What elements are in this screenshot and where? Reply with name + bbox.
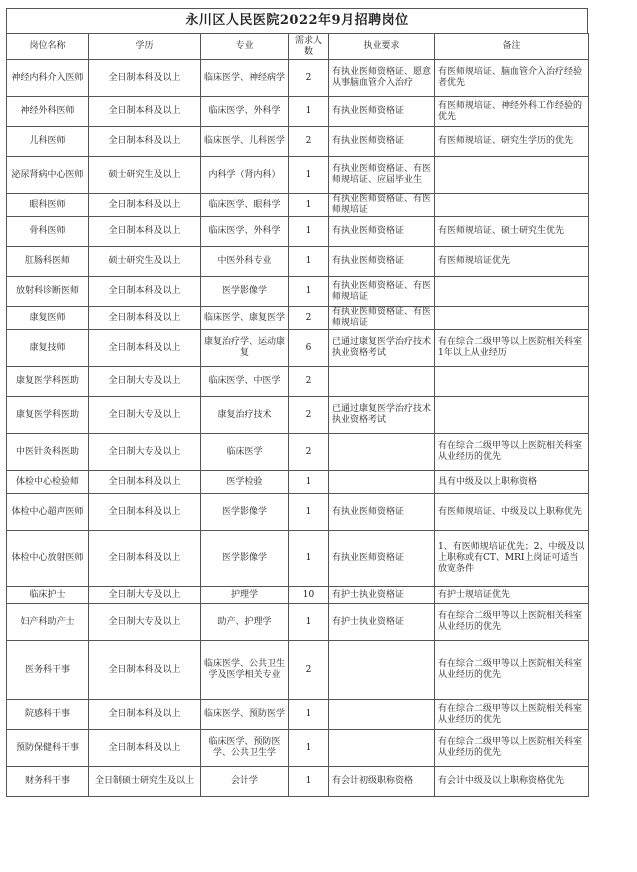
cell-notes	[435, 157, 589, 194]
header-requirements: 执业要求	[329, 34, 435, 60]
cell-major: 临床医学、外科学	[201, 217, 289, 247]
cell-education: 全日制本科及以上	[89, 277, 201, 307]
cell-education: 全日制大专及以上	[89, 367, 201, 397]
cell-headcount: 1	[289, 277, 329, 307]
cell-post: 康复医学科医助	[7, 367, 89, 397]
table-row	[7, 247, 589, 277]
table-row	[7, 157, 589, 194]
cell-major: 中医外科专业	[201, 247, 289, 277]
table-row	[7, 397, 589, 434]
cell-post: 康复技师	[7, 330, 89, 367]
table-row	[7, 471, 589, 494]
cell-education: 全日制本科及以上	[89, 330, 201, 367]
table-row	[7, 587, 589, 604]
cell-notes: 有在综合二级甲等以上医院相关科室从业经历的优先	[435, 641, 589, 700]
cell-notes: 有在综合二级甲等以上医院相关科室1年以上从业经历	[435, 330, 589, 367]
cell-headcount: 2	[289, 60, 329, 97]
cell-major: 康复治疗学、运动康复	[201, 330, 289, 367]
cell-notes: 有医师规培证、硕士研究生优先	[435, 217, 589, 247]
header-headcount: 需求人数	[289, 34, 329, 60]
cell-headcount: 1	[289, 194, 329, 217]
cell-major: 临床医学、公共卫生学及医学相关专业	[201, 641, 289, 700]
cell-requirements	[329, 641, 435, 700]
table-row	[7, 641, 589, 700]
table-row	[7, 127, 589, 157]
cell-requirements: 有执业医师资格证、有医师规培证	[329, 307, 435, 330]
table-header-row	[7, 34, 589, 60]
cell-requirements: 有执业医师资格证	[329, 127, 435, 157]
cell-post: 医务科干事	[7, 641, 89, 700]
cell-headcount: 1	[289, 494, 329, 531]
cell-notes: 有会计中级及以上职称资格优先	[435, 767, 589, 797]
cell-major: 医学影像学	[201, 277, 289, 307]
cell-major: 护理学	[201, 587, 289, 604]
table-row	[7, 194, 589, 217]
cell-post: 体检中心超声医师	[7, 494, 89, 531]
header-post: 岗位名称	[7, 34, 89, 60]
cell-requirements: 有执业医师资格证、愿意从事脑血管介入治疗	[329, 60, 435, 97]
cell-major: 临床医学	[201, 434, 289, 471]
cell-major: 医学检验	[201, 471, 289, 494]
cell-headcount: 1	[289, 247, 329, 277]
cell-post: 骨科医师	[7, 217, 89, 247]
cell-notes	[435, 397, 589, 434]
cell-headcount: 10	[289, 587, 329, 604]
cell-notes: 有在综合二级甲等以上医院相关科室从业经历的优先	[435, 730, 589, 767]
cell-major: 临床医学、康复医学	[201, 307, 289, 330]
cell-major: 临床医学、儿科医学	[201, 127, 289, 157]
cell-post: 神经外科医师	[7, 97, 89, 127]
cell-post: 康复医学科医助	[7, 397, 89, 434]
cell-post: 泌尿肾病中心医师	[7, 157, 89, 194]
cell-requirements	[329, 471, 435, 494]
cell-requirements: 已通过康复医学治疗技术执业资格考试	[329, 397, 435, 434]
table-row	[7, 367, 589, 397]
cell-education: 全日制本科及以上	[89, 494, 201, 531]
cell-post: 神经内科介入医师	[7, 60, 89, 97]
table-row	[7, 60, 589, 97]
cell-major: 助产、护理学	[201, 604, 289, 641]
cell-post: 放射科诊断医师	[7, 277, 89, 307]
header-education: 学历	[89, 34, 201, 60]
cell-headcount: 2	[289, 641, 329, 700]
cell-major: 临床医学、预防医学	[201, 700, 289, 730]
recruitment-sheet	[6, 8, 588, 797]
table-row	[7, 330, 589, 367]
cell-education: 全日制本科及以上	[89, 641, 201, 700]
cell-education: 全日制本科及以上	[89, 194, 201, 217]
recruitment-table	[6, 33, 589, 797]
cell-major: 临床医学、预防医学、公共卫生学	[201, 730, 289, 767]
cell-requirements: 有执业医师资格证	[329, 97, 435, 127]
cell-post: 院感科干事	[7, 700, 89, 730]
cell-major: 临床医学、眼科学	[201, 194, 289, 217]
cell-notes	[435, 307, 589, 330]
cell-post: 体检中心放射医师	[7, 531, 89, 587]
cell-education: 全日制本科及以上	[89, 97, 201, 127]
cell-education: 硕士研究生及以上	[89, 247, 201, 277]
cell-notes: 具有中级及以上职称资格	[435, 471, 589, 494]
cell-post: 妇产科助产士	[7, 604, 89, 641]
cell-headcount: 2	[289, 434, 329, 471]
cell-requirements: 有执业医师资格证、有医师规培证	[329, 194, 435, 217]
cell-education: 全日制本科及以上	[89, 217, 201, 247]
cell-requirements	[329, 367, 435, 397]
cell-requirements: 有执业医师资格证、有医师规培证	[329, 277, 435, 307]
cell-headcount: 2	[289, 307, 329, 330]
cell-post: 儿科医师	[7, 127, 89, 157]
cell-headcount: 1	[289, 217, 329, 247]
cell-major: 临床医学、中医学	[201, 367, 289, 397]
table-row	[7, 531, 589, 587]
cell-notes: 有医师规培证、脑血管介入治疗经验者优先	[435, 60, 589, 97]
header-notes: 备注	[435, 34, 589, 60]
cell-post: 眼科医师	[7, 194, 89, 217]
cell-notes: 有医师规培证优先	[435, 247, 589, 277]
cell-notes: 有医师规培证、中级及以上职称优先	[435, 494, 589, 531]
cell-education: 全日制本科及以上	[89, 127, 201, 157]
cell-requirements: 已通过康复医学治疗技术执业资格考试	[329, 330, 435, 367]
cell-requirements: 有护士执业资格证	[329, 604, 435, 641]
cell-education: 硕士研究生及以上	[89, 157, 201, 194]
cell-major: 康复治疗技术	[201, 397, 289, 434]
cell-notes: 有在综合二级甲等以上医院相关科室从业经历的优先	[435, 700, 589, 730]
cell-headcount: 2	[289, 127, 329, 157]
cell-headcount: 1	[289, 531, 329, 587]
table-row	[7, 767, 589, 797]
cell-major: 医学影像学	[201, 494, 289, 531]
cell-post: 预防保健科干事	[7, 730, 89, 767]
cell-major: 临床医学、外科学	[201, 97, 289, 127]
cell-notes: 有在综合二级甲等以上医院相关科室从业经历的优先	[435, 434, 589, 471]
table-row	[7, 434, 589, 471]
cell-notes: 有医师规培证、神经外科工作经验的优先	[435, 97, 589, 127]
cell-post: 中医针灸科医助	[7, 434, 89, 471]
cell-education: 全日制大专及以上	[89, 604, 201, 641]
cell-headcount: 1	[289, 471, 329, 494]
table-row	[7, 277, 589, 307]
table-row	[7, 700, 589, 730]
cell-education: 全日制大专及以上	[89, 434, 201, 471]
cell-headcount: 1	[289, 604, 329, 641]
cell-education: 全日制本科及以上	[89, 700, 201, 730]
table-row	[7, 730, 589, 767]
cell-headcount: 1	[289, 97, 329, 127]
cell-education: 全日制本科及以上	[89, 531, 201, 587]
cell-requirements: 有会计初级职称资格	[329, 767, 435, 797]
table-row	[7, 97, 589, 127]
cell-headcount: 1	[289, 767, 329, 797]
cell-headcount: 1	[289, 700, 329, 730]
table-row	[7, 307, 589, 330]
cell-major: 会计学	[201, 767, 289, 797]
cell-post: 财务科干事	[7, 767, 89, 797]
cell-requirements: 有执业医师资格证	[329, 217, 435, 247]
cell-education: 全日制大专及以上	[89, 397, 201, 434]
cell-notes: 有在综合二级甲等以上医院相关科室从业经历的优先	[435, 604, 589, 641]
cell-requirements	[329, 730, 435, 767]
cell-education: 全日制大专及以上	[89, 587, 201, 604]
cell-education: 全日制本科及以上	[89, 471, 201, 494]
cell-headcount: 6	[289, 330, 329, 367]
cell-requirements: 有执业医师资格证	[329, 247, 435, 277]
cell-requirements: 有护士执业资格证	[329, 587, 435, 604]
cell-education: 全日制硕士研究生及以上	[89, 767, 201, 797]
cell-post: 肛肠科医师	[7, 247, 89, 277]
table-row	[7, 217, 589, 247]
table-body	[7, 60, 589, 797]
table-row	[7, 604, 589, 641]
cell-requirements: 有执业医师资格证	[329, 531, 435, 587]
cell-requirements	[329, 434, 435, 471]
cell-post: 体检中心检验师	[7, 471, 89, 494]
cell-education: 全日制本科及以上	[89, 730, 201, 767]
cell-major: 内科学（肾内科）	[201, 157, 289, 194]
page-title: 永川区人民医院2022年9月招聘岗位	[6, 8, 588, 33]
cell-post: 临床护士	[7, 587, 89, 604]
cell-education: 全日制本科及以上	[89, 307, 201, 330]
cell-notes: 有医师规培证、研究生学历的优先	[435, 127, 589, 157]
table-row	[7, 494, 589, 531]
cell-major: 医学影像学	[201, 531, 289, 587]
header-major: 专业	[201, 34, 289, 60]
cell-headcount: 1	[289, 730, 329, 767]
cell-major: 临床医学、神经病学	[201, 60, 289, 97]
cell-education: 全日制本科及以上	[89, 60, 201, 97]
cell-headcount: 2	[289, 397, 329, 434]
cell-requirements: 有执业医师资格证	[329, 494, 435, 531]
cell-post: 康复医师	[7, 307, 89, 330]
cell-notes: 1、有医师规培证优先；2、中级及以上职称或有CT、MRI上岗证可适当放宽条件	[435, 531, 589, 587]
cell-notes: 有护士规培证优先	[435, 587, 589, 604]
cell-notes	[435, 277, 589, 307]
cell-headcount: 2	[289, 367, 329, 397]
cell-requirements	[329, 700, 435, 730]
cell-notes	[435, 367, 589, 397]
cell-notes	[435, 194, 589, 217]
cell-headcount: 1	[289, 157, 329, 194]
cell-requirements: 有执业医师资格证、有医师规培证、应届毕业生	[329, 157, 435, 194]
